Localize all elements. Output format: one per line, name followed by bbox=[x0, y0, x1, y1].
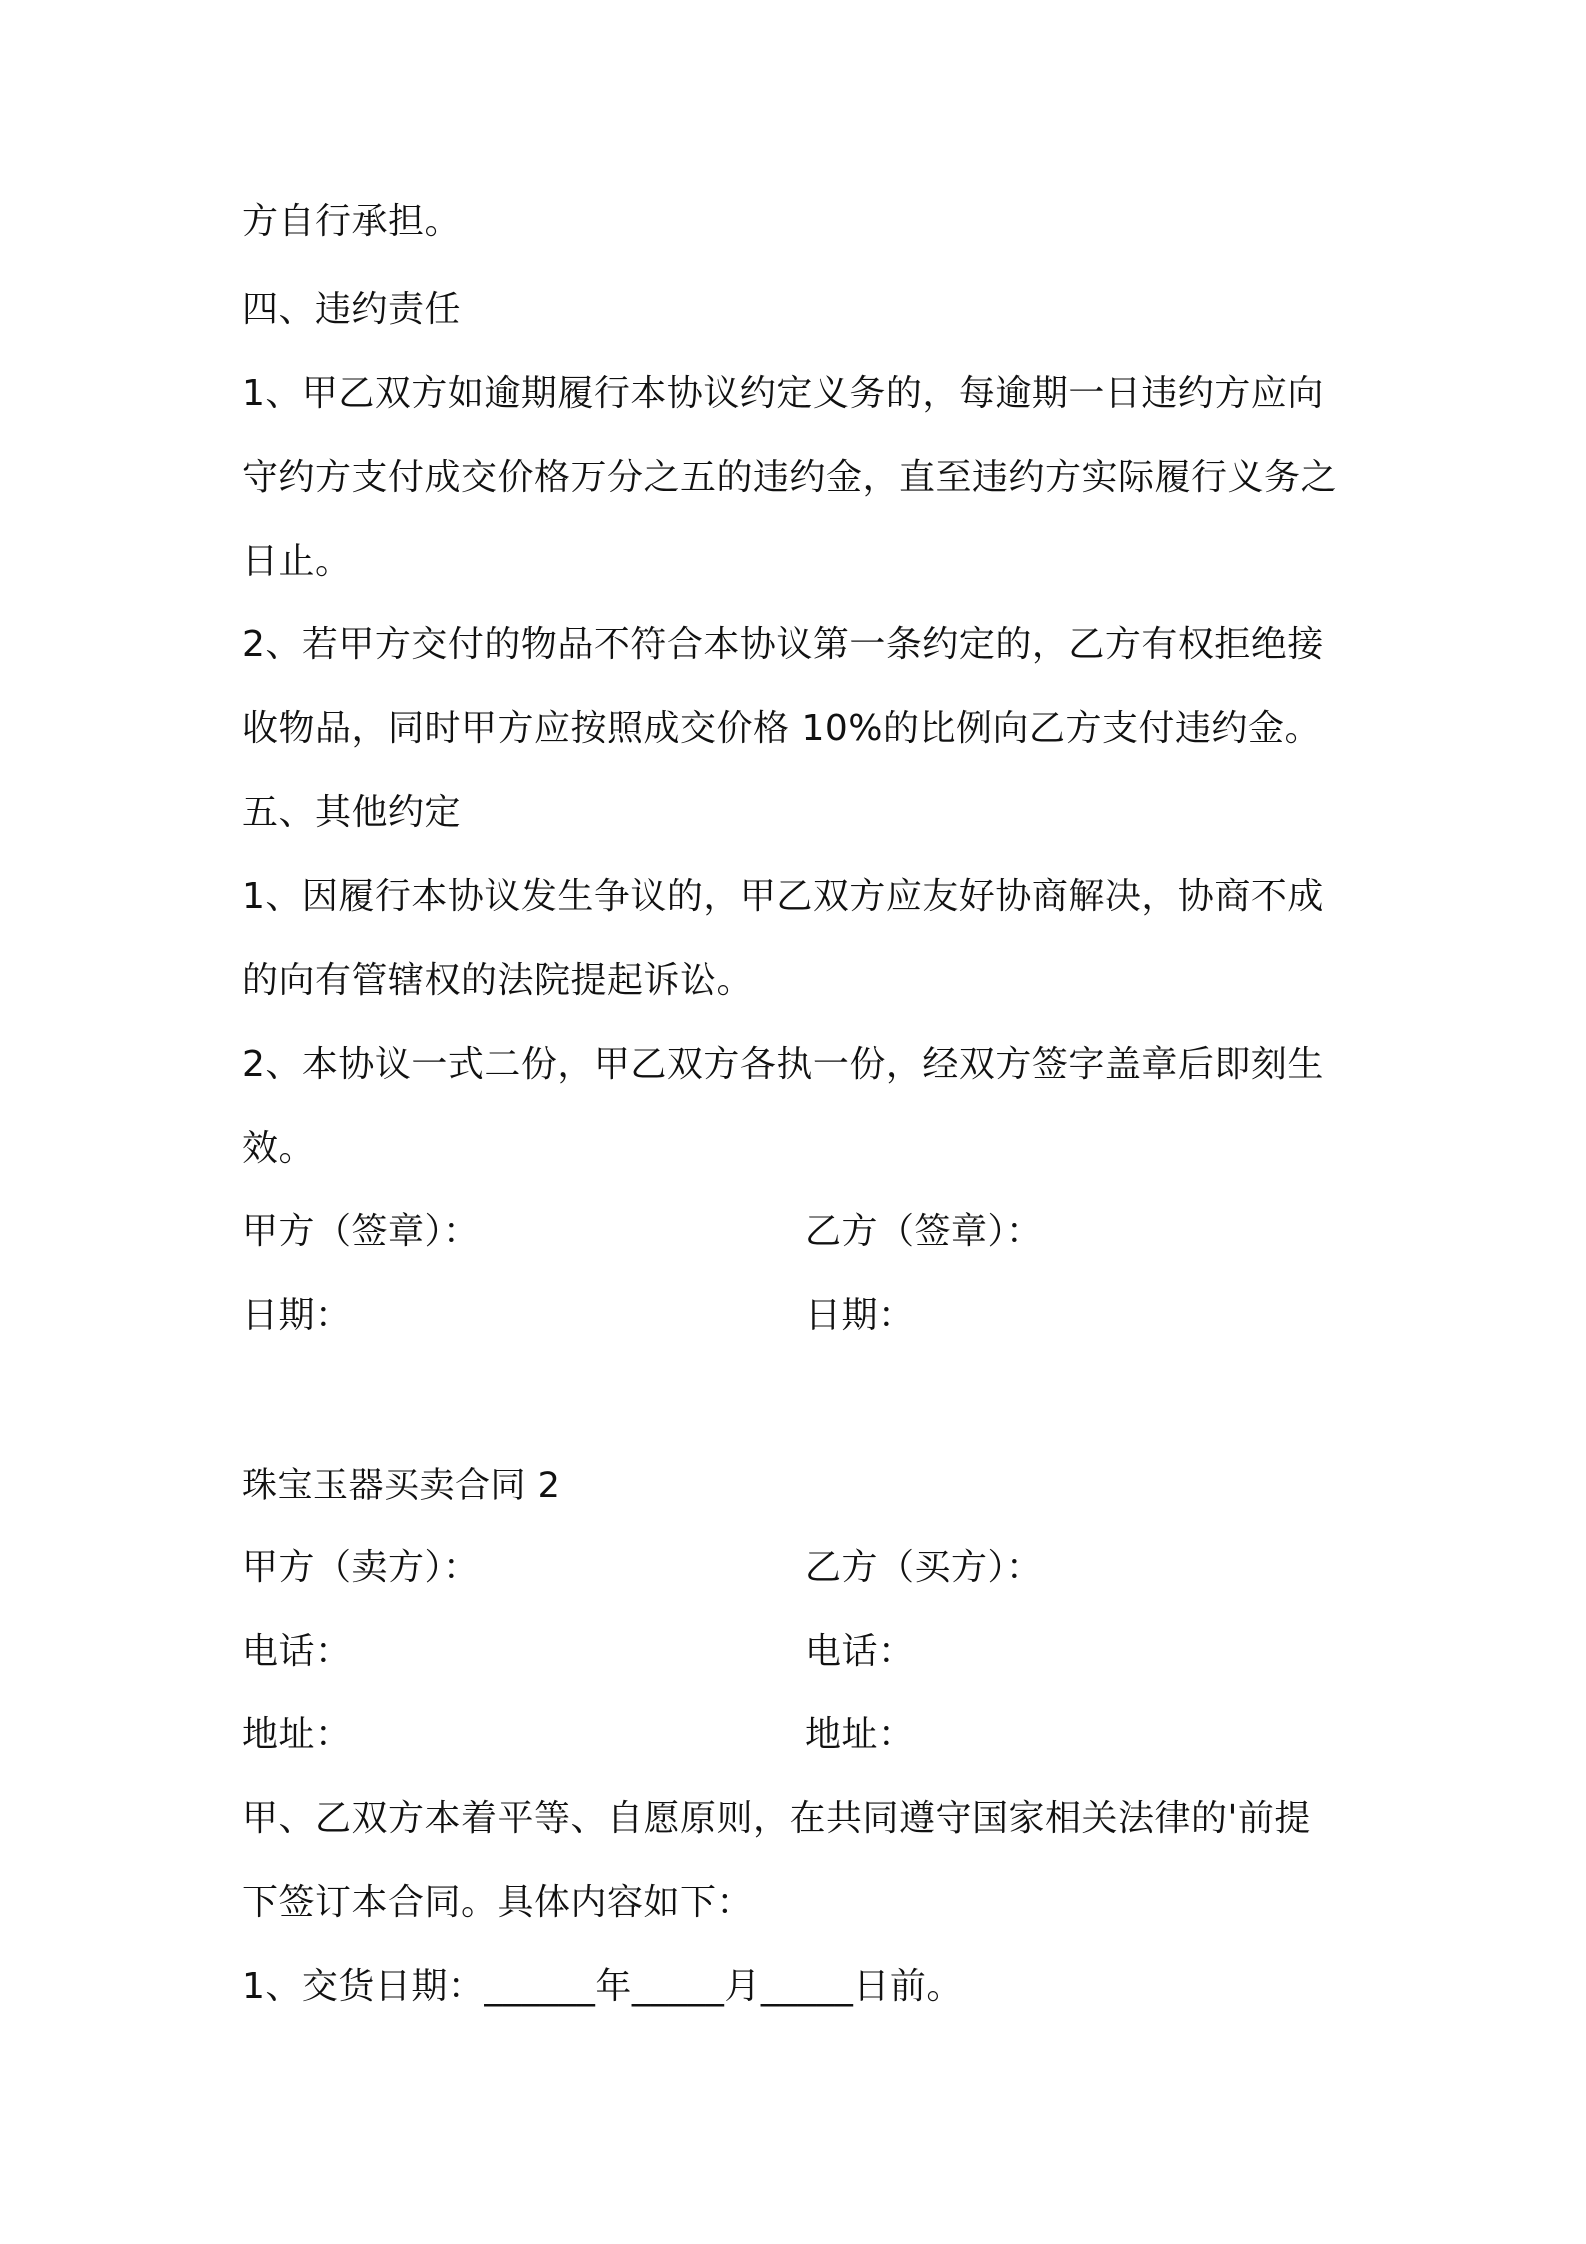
party-a-seller-label: 甲方（卖方）： bbox=[242, 1547, 480, 1588]
clause-4-2-line-1: 2、若甲方交付的物品不符合本协议第一条约定的，乙方有权拒绝接 bbox=[242, 624, 1324, 665]
clause-delivery-date: 1、交货日期：______年_____月_____日前。 bbox=[242, 1966, 963, 2007]
party-b-phone-label: 电话： bbox=[805, 1631, 915, 1672]
signature-party-b-label: 乙方（签章）： bbox=[805, 1211, 1043, 1252]
preamble-line-2: 下签订本合同。具体内容如下： bbox=[242, 1882, 754, 1923]
clause-4-1-line-3: 日止。 bbox=[242, 541, 352, 582]
clause-4-2-line-2: 收物品，同时甲方应按照成交价格 10%的比例向乙方支付违约金。 bbox=[242, 708, 1321, 749]
signature-party-a-label: 甲方（签章）： bbox=[242, 1211, 480, 1252]
clause-5-2-line-1: 2、本协议一式二份，甲乙双方各执一份，经双方签字盖章后即刻生 bbox=[242, 1044, 1324, 1085]
section-heading-other-terms: 五、其他约定 bbox=[242, 792, 462, 833]
paragraph-continuation: 方自行承担。 bbox=[242, 201, 462, 242]
clause-4-1-line-2: 守约方支付成交价格万分之五的违约金，直至违约方实际履行义务之 bbox=[242, 457, 1338, 498]
party-b-address-label: 地址： bbox=[805, 1714, 915, 1755]
section-heading-breach-liability: 四、违约责任 bbox=[242, 289, 462, 330]
clause-4-1-line-1: 1、甲乙双方如逾期履行本协议约定义务的，每逾期一日违约方应向 bbox=[242, 373, 1324, 414]
clause-5-1-line-2: 的向有管辖权的法院提起诉讼。 bbox=[242, 960, 754, 1001]
party-b-buyer-label: 乙方（买方）： bbox=[805, 1547, 1043, 1588]
clause-5-1-line-1: 1、因履行本协议发生争议的，甲乙双方应友好协商解决，协商不成 bbox=[242, 876, 1324, 917]
preamble-line-1: 甲、乙双方本着平等、自愿原则，在共同遵守国家相关法律的'前提 bbox=[242, 1798, 1311, 1839]
party-a-address-label: 地址： bbox=[242, 1714, 352, 1755]
signature-date-b-label: 日期： bbox=[805, 1295, 915, 1336]
signature-date-a-label: 日期： bbox=[242, 1295, 352, 1336]
contract-2-title: 珠宝玉器买卖合同 2 bbox=[242, 1466, 561, 1506]
clause-5-2-line-2: 效。 bbox=[242, 1128, 316, 1169]
party-a-phone-label: 电话： bbox=[242, 1631, 352, 1672]
